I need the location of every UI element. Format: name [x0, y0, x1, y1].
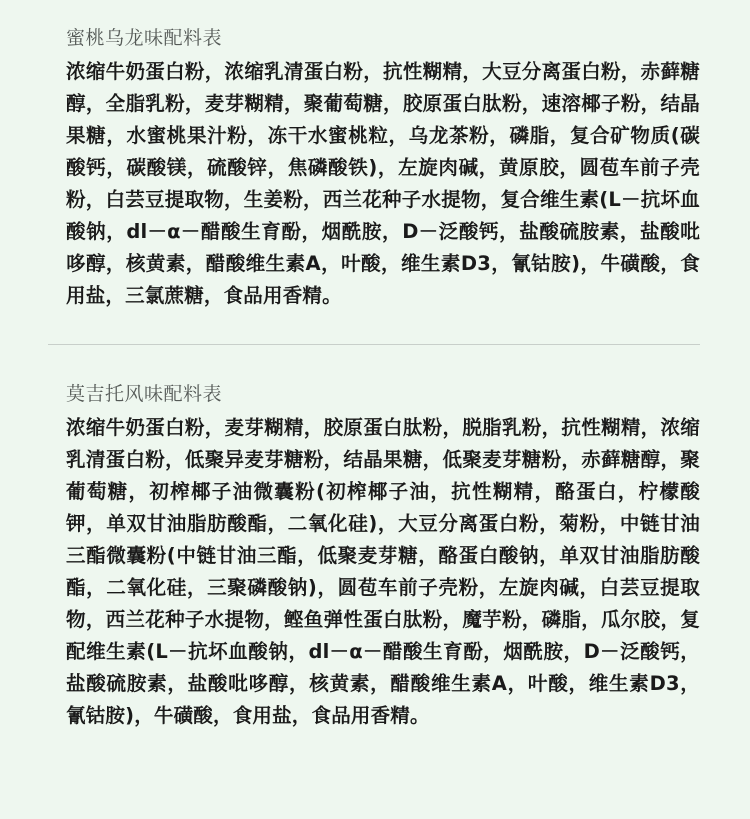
ingredient-list: 浓缩牛奶蛋白粉，麦芽糊精，胶原蛋白肽粉，脱脂乳粉，抗性糊精，浓缩乳清蛋白粉，低聚异麦芽糖粉，结晶果糖，低聚麦芽糖粉，赤藓糖醇，聚葡萄糖，初榨椰子油微囊粉(初榨椰子油，抗性糊精，酪蛋白，柠檬酸钾，单双甘油脂肪酸酯，二氧化硅)，大豆分离蛋白粉，菊粉，中链甘油三酯微囊粉(中链甘油三酯，低聚麦芽糖，酪蛋白酸钠，单双甘油脂肪酸酯，二氧化硅，三聚磷酸钠)，圆苞车前子壳粉，左旋肉碱，白芸豆提取物，西兰花种子水提物，鲣鱼弹性蛋白肽粉，魔芋粉，磷脂，瓜尔胶，复配维生素(L－抗坏血酸钠，dl－α－醋酸生育酚，烟酰胺，D－泛酸钙，盐酸硫胺素，盐酸吡哆醇，核黄素，醋酸维生素A，叶酸，维生素D3，氰钴胺)，牛磺酸，食用盐，食品用香精。 [66, 416, 700, 727]
ingredient-section-mojito [66, 380, 700, 732]
ingredient-section-peach-oolong [66, 24, 700, 312]
section-title: 蜜桃乌龙味配料表 [66, 27, 223, 49]
section-title: 莫吉托风味配料表 [66, 383, 223, 405]
ingredient-list: 浓缩牛奶蛋白粉，浓缩乳清蛋白粉，抗性糊精，大豆分离蛋白粉，赤藓糖醇，全脂乳粉，麦芽糊精，聚葡萄糖，胶原蛋白肽粉，速溶椰子粉，结晶果糖，水蜜桃果汁粉，冻干水蜜桃粒，乌龙茶粉，磷脂，复合矿物质(碳酸钙，碳酸镁，硫酸锌，焦磷酸铁)，左旋肉碱，黄原胶，圆苞车前子壳粉，白芸豆提取物，生姜粉，西兰花种子水提物，复合维生素(L－抗坏血酸钠，dl－α－醋酸生育酚，烟酰胺，D－泛酸钙，盐酸硫胺素，盐酸吡哆醇，核黄素，醋酸维生素A，叶酸，维生素D3，氰钴胺)，牛磺酸，食用盐，三氯蔗糖，食品用香精。 [66, 60, 700, 307]
section-divider [48, 344, 700, 345]
